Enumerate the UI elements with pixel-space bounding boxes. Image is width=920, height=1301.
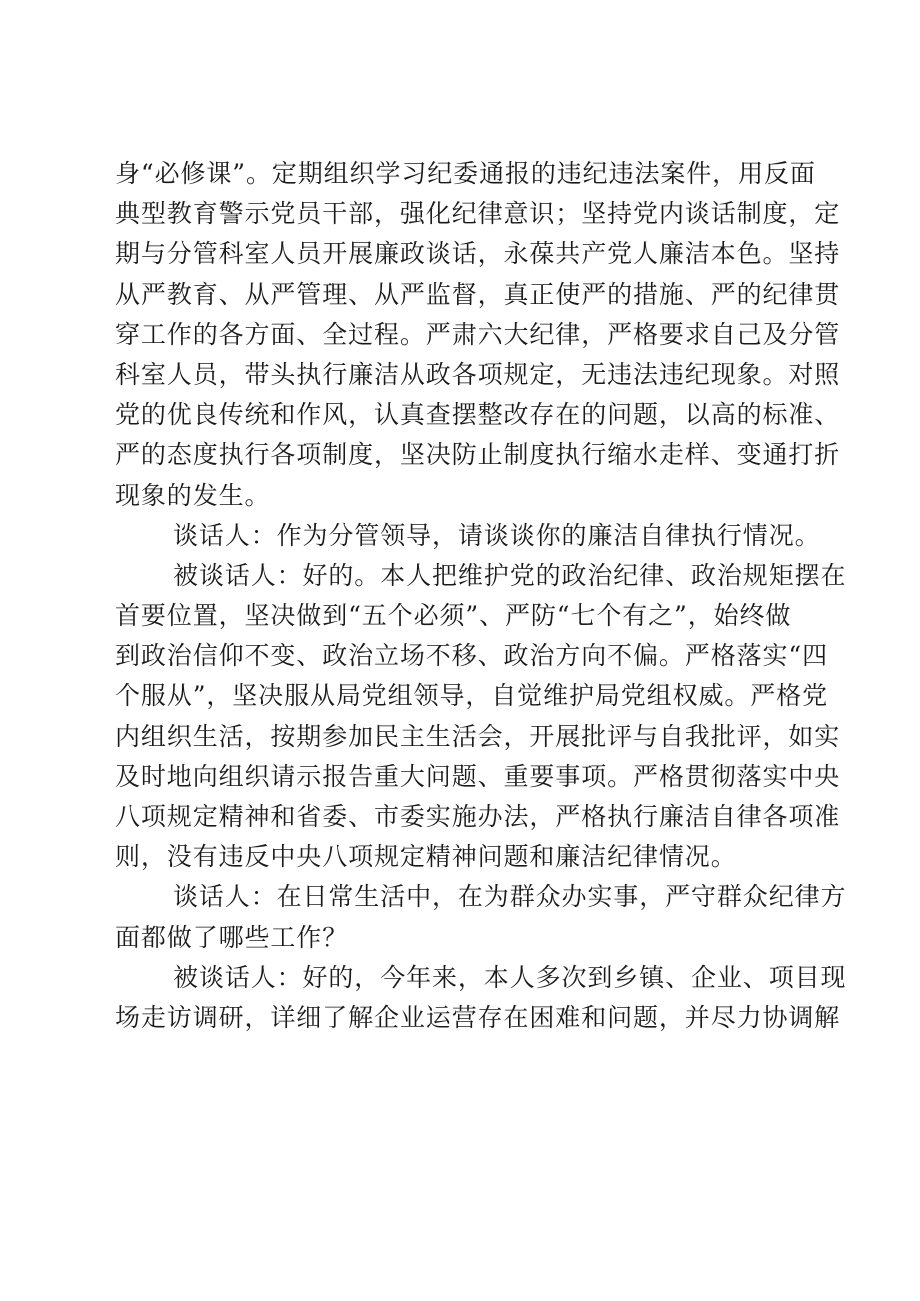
text-line: 首要位置，坚决做到“五个必须”、严防“七个有之”，始终做: [115, 601, 792, 631]
text-line: 党的优良传统和作风，认真查摆整改存在的问题，以高的标准、: [115, 400, 841, 430]
text-line: 谈话人：在日常生活中，在为群众办实事，严守群众纪律方: [173, 882, 847, 912]
text-line: 科室人员，带头执行廉洁从政各项规定，无违法违纪现象。对照: [115, 359, 841, 389]
text-line: 被谈话人：好的，今年来，本人多次到乡镇、企业、项目现: [173, 962, 847, 992]
text-line: 典型教育警示党员干部，强化纪律意识；坚持党内谈话制度，定: [115, 199, 841, 229]
text-line: 及时地向组织请示报告重大问题、重要事项。严格贯彻落实中央: [115, 761, 841, 791]
text-line: 现象的发生。: [115, 480, 271, 510]
text-line: 面都做了哪些工作？: [115, 922, 349, 952]
text-line: 身“必修课”。定期组织学习纪委通报的违纪违法案件，用反面: [115, 159, 816, 188]
text-line: 被谈话人：好的。本人把维护党的政治纪律、政治规矩摆在: [173, 560, 847, 590]
text-line: 到政治信仰不变、政治立场不移、政治方向不偏。严格落实“四: [115, 641, 828, 671]
text-line: 场走访调研，详细了解企业运营存在困难和问题，并尽力协调解: [115, 1002, 841, 1032]
text-line: 严的态度执行各项制度，坚决防止制度执行缩水走样、变通打折: [115, 440, 841, 470]
text-line: 个服从”，坚决服从局党组领导，自觉维护局党组权威。严格党: [115, 681, 828, 711]
text-line: 则，没有违反中央八项规定精神问题和廉洁纪律情况。: [115, 842, 737, 872]
text-line: 八项规定精神和省委、市委实施办法，严格执行廉洁自律各项准: [115, 802, 841, 831]
text-line: 穿工作的各方面、全过程。严肃六大纪律，严格要求自己及分管: [115, 319, 841, 349]
text-line: 期与分管科室人员开展廉政谈话，永葆共产党人廉洁本色。坚持: [115, 239, 841, 269]
text-line: 谈话人：作为分管领导，请谈谈你的廉洁自律执行情况。: [173, 520, 821, 550]
document-body: [115, 154, 847, 1038]
text-line: 内组织生活，按期参加民主生活会，开展批评与自我批评，如实: [115, 721, 841, 751]
text-line: 从严教育、从严管理、从严监督，真正使严的措施、严的纪律贯: [115, 279, 841, 309]
